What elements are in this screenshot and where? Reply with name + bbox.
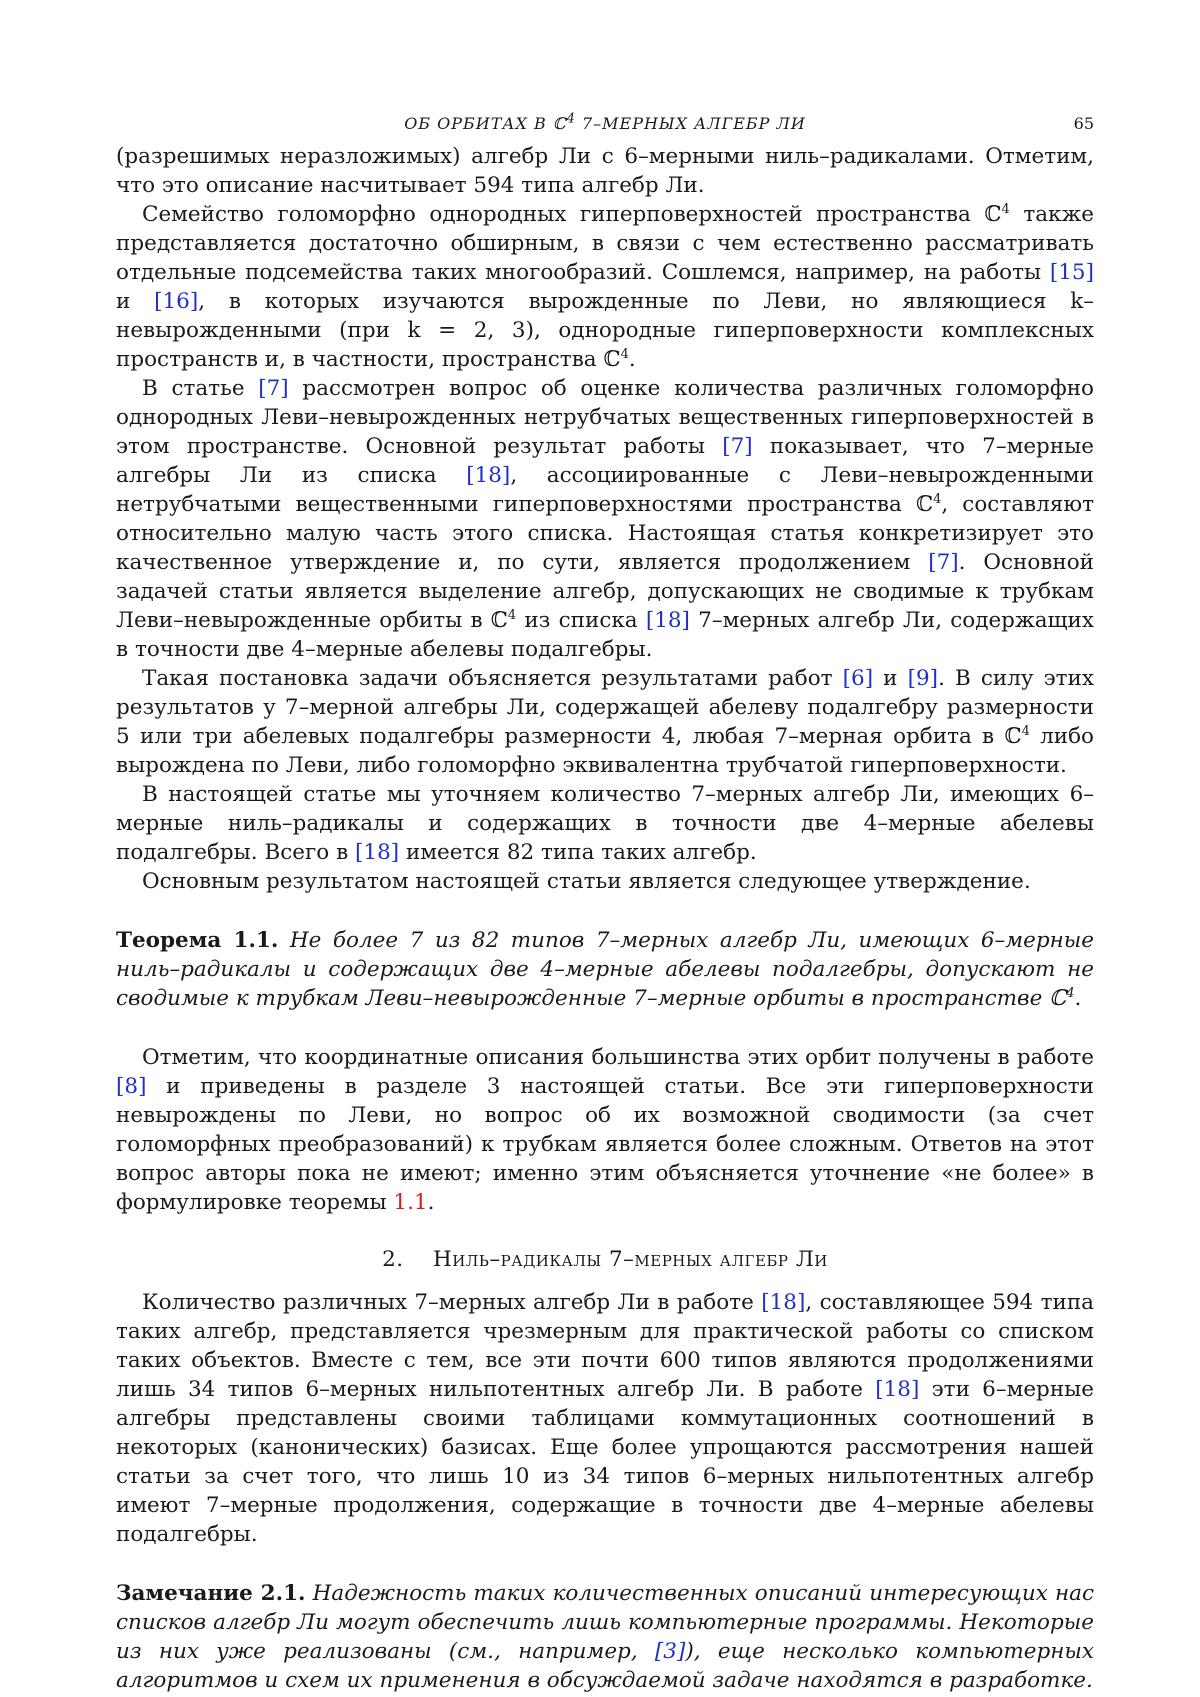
running-title: ОБ ОРБИТАХ В ℂ$^4$ 7–МЕРНЫХ АЛГЕБР ЛИ [404,111,806,133]
theorem-1-1 [116,926,1094,1013]
citation-link[interactable]: [18] [645,608,690,633]
citation-link[interactable]: [18] [761,1290,806,1315]
citation-link[interactable]: [16] [154,289,199,314]
paragraph-8: Количество различных 7–мерных алгебр Ли в работе [18], составляющее 594 типа таких алгебр, представляется чрезмерным для практической работы со списком таких объектов. Вместе с тем, все эти почти 600 типов являются продолжениями лишь 34 типов 6–мерных нильпотентных алгебр Ли. В работе [18] эти 6–мерные алгебры представлены своими таблицами коммутационных соотношений в некоторых (канонических) базисах. Еще более упрощаются рассмотрения нашей статьи за счет того, что лишь 10 из 34 типов 6–мерных нильпотентных алгебр имеют 7–мерные продолжения, содержащие в точности две 4–мерные абелевы подалгебры. [116,1290,1095,1547]
citation-link[interactable]: [15] [1049,260,1094,285]
running-header [116,108,1094,142]
page-number: 65 [1073,114,1094,133]
section-title: Ниль–радикалы 7–мерных алгебр Ли [432,1247,828,1272]
paragraph-7: Отметим, что координатные описания большинства этих орбит получены в работе [8] и приведены в разделе 3 настоящей статьи. Все эти гиперповерхности невырождены по Леви, но вопрос об их возможной сводимости (за счет голоморфных преобразований) к трубкам является более сложным. Ответов на этот вопрос авторы пока не имеют; именно этим объясняется уточнение «не более» в формулировке теоремы 1.1. [116,1045,1094,1215]
section-heading-2: 2. Ниль–радикалы 7–мерных алгебр Ли [382,1247,828,1272]
paragraph-2: Семейство голоморфно однородных гиперповерхностей пространства ℂ$^4$ также представляется достаточно обширным, в связи с чем естественно рассматривать отдельные подсемейства таких многообразий. Сошлемся, например, на работы [15] и [16], в которых изучаются вырожденные по Леви, но являющиеся k–невырожденными (при k = 2, 3), однородные гиперповерхности комплексных пространств и, в частности, пространства ℂ$^4$. [116,201,1094,372]
citation-link[interactable]: [3] [654,1639,686,1664]
theorem-body: Не более 7 из 82 типов 7–мерных алгебр Ли, имеющих 6–мерные ниль–радикалы и содержащих две 4–мерные абелевы подалгебры, допускают не сводимые к трубкам Леви–невырожденные 7–мерные орбиты в пространстве ℂ$^4$. [116,928,1094,1011]
citation-link[interactable]: [6] [842,666,874,691]
paragraph-6: Основным результатом настоящей статьи является следующее утверждение. [142,869,1031,894]
citation-link[interactable]: [18] [875,1377,920,1402]
theorem-heading: Теорема 1.1. [116,928,279,953]
remark-heading: Замечание 2.1. [116,1581,306,1606]
citation-link[interactable]: [7] [258,376,289,401]
theorem-reference-link[interactable]: 1.1 [393,1190,428,1215]
paragraph-1: (разрешимых неразложимых) алгебр Ли с 6–мерными ниль–радикалами. Отметим, что это описание насчитывает 594 типа алгебр Ли. [116,144,1094,198]
paragraph-4: Такая постановка задачи объясняется результатами работ [6] и [9]. В силу этих результатов у 7–мерной алгебры Ли, содержащей абелеву подалгебру размерности 5 или три абелевых подалгебры размерности 4, любая 7–мерная орбита в ℂ$^4$ либо вырождена по Леви, либо голоморфно эквивалентна трубчатой гиперповерхности. [116,666,1095,778]
citation-link[interactable]: [7] [928,550,959,575]
citation-link[interactable]: [18] [355,840,400,865]
citation-link[interactable]: [18] [466,463,511,488]
paragraph-5: В настоящей статье мы уточняем количество 7–мерных алгебр Ли, имеющих 6–мерные ниль–радикалы и содержащих в точности две 4–мерные абелевы подалгебры. Всего в [18] имеется 82 типа таких алгебр. [116,782,1094,865]
page [116,108,1094,1695]
remark-body: Надежность таких количественных описаний интересующих нас списков алгебр Ли могут обеспечить лишь компьютерные программы. Некоторые из них уже реализованы (см., например, [3]), еще несколько компьютерных алгоритмов и схем их применения в обсуждаемой задаче находятся в разработке. [116,1581,1095,1693]
citation-link[interactable]: [7] [722,434,753,459]
remark-2-1 [116,1579,1094,1695]
citation-link[interactable]: [9] [907,666,939,691]
paragraph-3: В статье [7] рассмотрен вопрос об оценке количества различных голоморфно однородных Леви–невырожденных нетрубчатых вещественных гиперповерхностей в этом пространстве. Основной результат работы [7] показывает, что 7–мерные алгебры Ли из списка [18], ассоциированные с Леви–невырожденными нетрубчатыми вещественными гиперповерхностями пространства ℂ$^4$, составляют относительно малую часть этого списка. Настоящая статья конкретизирует это качественное утверждение и, по сути, является продолжением [7]. Основной задачей статьи является выделение алгебр, допускающих не сводимые к трубкам Леви–невырожденные орбиты в ℂ$^4$ из списка [18] 7–мерных алгебр Ли, содержащих в точности две 4–мерные абелевы подалгебры. [116,376,1094,662]
citation-link[interactable]: [8] [116,1074,147,1099]
